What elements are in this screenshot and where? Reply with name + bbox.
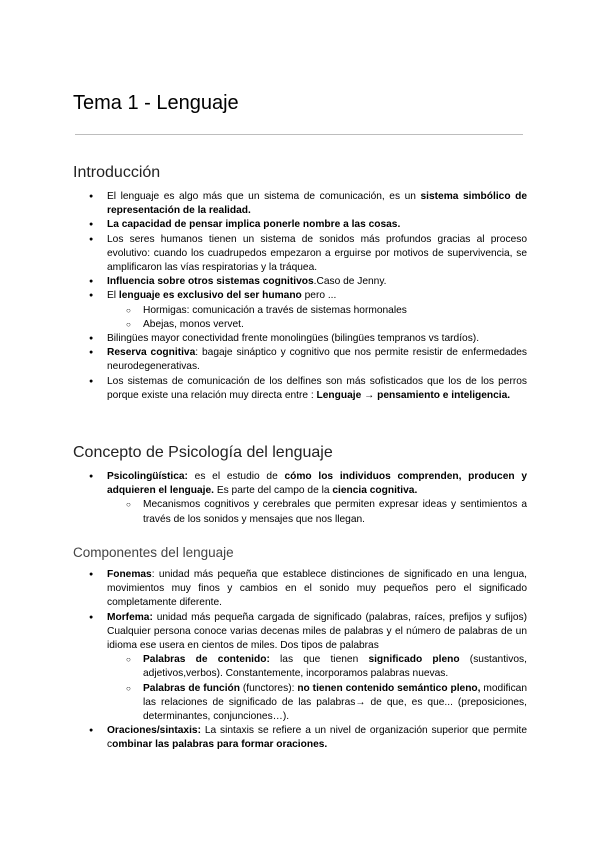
list-item: ● Los sistemas de comunicación de los delfines son más sofisticados que los de los perros porque existe una relación muy directa entre : Lenguaje → pensamiento e inteligencia. <box>107 375 527 403</box>
list-item: ● El lenguaje es exclusivo del ser humano pero ... ○ Hormigas: comunicación a través de sistemas hormonales ○ Abejas, monos vervet. <box>107 289 527 332</box>
list-item: ● Psicolingüística: es el estudio de cómo los individuos comprenden, producen y adquieren el lenguaje. Es parte del campo de la ciencia cognitiva. ○ Mecanismos cognitivos y cerebrales que permiten expresar ideas y sentimientos a través de los sonidos y mensajes que nos llegan. <box>107 470 527 527</box>
heading-componentes: Componentes del lenguaje <box>73 545 234 560</box>
list-item: ● Influencia sobre otros sistemas cognitivos.Caso de Jenny. <box>107 275 527 289</box>
list-item: ● Fonemas: unidad más pequeña que establece distinciones de significado en una lengua, movimientos muy finos y cambios en el sonido muy pequeños pero el significado completamente diferente. <box>107 568 527 611</box>
list-item: ● Reserva cognitiva: bagaje sináptico y cognitivo que nos permite resistir de enfermedades neurodegenerativas. <box>107 346 527 374</box>
list-item: ● El lenguaje es algo más que un sistema de comunicación, es un sistema simbólico de representación de la realidad. <box>107 190 527 218</box>
list-item: ● Morfema: unidad más pequeña cargada de significado (palabras, raíces, prefijos y sufijos) Cualquier persona conoce varias decenas miles de palabras y el número de palabras de un idioma ese usera en cientos de miles. Dos tipos de palabras ○ Palabras de contenido: las que tienen significado pleno (sustantivos, adjetivos,verbos). Constantemente, incorporamos palabras nuevas. ○ Palabras de función (functores): no tienen contenido semántico pleno, modifican las relaciones de significado de las palabras→ de que, es que... (preposiciones, determinantes, conjunciones…). <box>107 611 527 725</box>
componentes-list <box>107 568 527 753</box>
sub-list <box>143 498 527 526</box>
list-item: ● La capacidad de pensar implica ponerle nombre a las cosas. <box>107 218 527 232</box>
page-title: Tema 1 - Lenguaje <box>73 92 239 114</box>
sub-list-item: ○ Hormigas: comunicación a través de sistemas hormonales <box>143 304 527 318</box>
sub-list <box>143 304 527 332</box>
sub-list-item: ○ Palabras de función (functores): no tienen contenido semántico pleno, modifican las relaciones de significado de las palabras→ de que, es que... (preposiciones, determinantes, conjunciones…). <box>143 682 527 725</box>
sub-list-item: ○ Abejas, monos vervet. <box>143 318 527 332</box>
concepto-list <box>107 470 527 527</box>
title-divider <box>75 134 523 135</box>
list-item: ● Los seres humanos tienen un sistema de sonidos más profundos gracias al proceso evolutivo: cuando los cuadrupedos empezaron a erguirse por motivos de supervivencia, se amplificaron las vías respiratorias y la tráquea. <box>107 233 527 276</box>
sub-list <box>143 653 527 724</box>
heading-concepto: Concepto de Psicología del lenguaje <box>73 444 333 461</box>
sub-list-item: ○ Mecanismos cognitivos y cerebrales que permiten expresar ideas y sentimientos a través de los sonidos y mensajes que nos llegan. <box>143 498 527 526</box>
sub-list-item: ○ Palabras de contenido: las que tienen significado pleno (sustantivos, adjetivos,verbos). Constantemente, incorporamos palabras nuevas. <box>143 653 527 681</box>
intro-list <box>107 190 527 403</box>
heading-introduccion: Introducción <box>73 164 161 181</box>
list-item: ● Bilingües mayor conectividad frente monolingües (bilingües tempranos vs tardíos). <box>107 332 527 346</box>
list-item: ● Oraciones/sintaxis: La sintaxis se refiere a un nivel de organización superior que permite combinar las palabras para formar oraciones. <box>107 724 527 752</box>
